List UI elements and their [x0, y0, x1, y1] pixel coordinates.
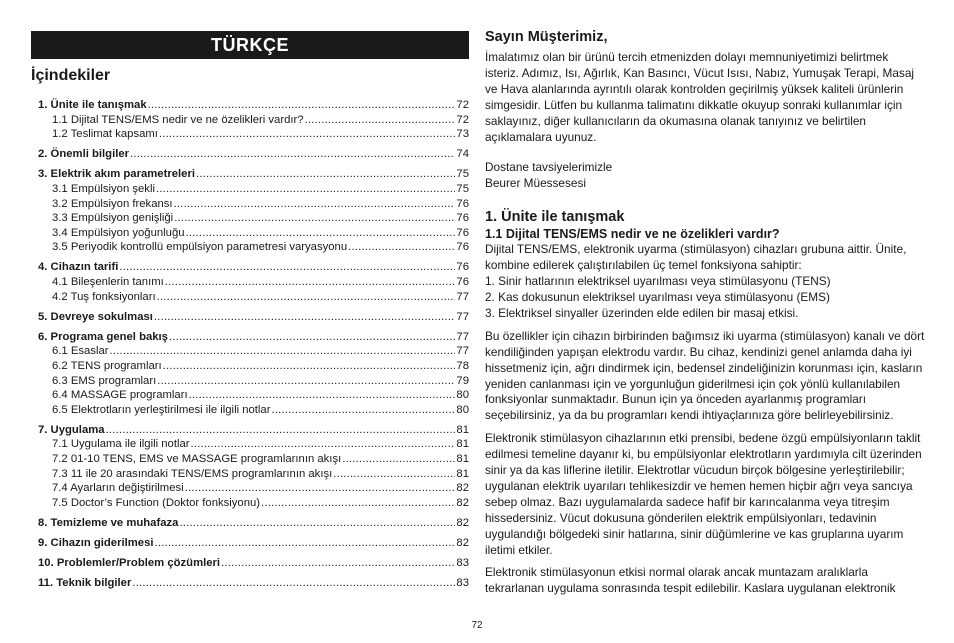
toc-page: 82	[456, 482, 469, 495]
toc-label: 3.5 Periyodik kontrollü empülsiyon parametresi varyasyonu	[52, 241, 348, 254]
toc-leader	[165, 275, 456, 290]
toc-page: 77	[456, 310, 469, 323]
table-of-contents	[38, 98, 469, 591]
toc-row[interactable]	[38, 516, 469, 531]
right-column	[485, 28, 925, 597]
toc-row[interactable]	[38, 98, 469, 113]
function-item: 2. Kas dokusunun elektriksel uyarılması veya stimülasyonu (EMS)	[485, 289, 830, 304]
toc-row[interactable]	[38, 452, 469, 467]
toc-row[interactable]	[38, 437, 469, 452]
toc-page: 80	[456, 403, 469, 416]
section-intro: Dijital TENS/EMS, elektronik uyarma (stimülasyon) cihazları grubuna aittir. Ünite, kombine edilerek çalıştırılabilen üç temel fonksiyona sahiptir:	[485, 242, 907, 273]
toc-label: 10. Problemler/Problem çözümleri	[38, 557, 221, 570]
toc-page: 76	[456, 276, 469, 289]
toc-label: 3.1 Empülsiyon şekli	[52, 182, 155, 195]
toc-leader	[163, 359, 456, 374]
toc-label: 2. Önemli bilgiler	[38, 148, 130, 161]
toc-row[interactable]	[38, 182, 469, 197]
toc-label: 1.2 Teslimat kapsamı	[52, 128, 158, 141]
toc-page: 75	[456, 182, 469, 195]
toc-leader	[130, 147, 455, 162]
toc-leader	[221, 556, 455, 571]
toc-page: 82	[456, 496, 469, 509]
toc-leader	[157, 290, 456, 305]
toc-label: 3.4 Empülsiyon yoğunluğu	[52, 226, 185, 239]
toc-page: 76	[456, 212, 469, 225]
toc-page: 72	[456, 99, 469, 111]
function-item: 1. Sinir hatlarının elektriksel uyarılması veya stimülasyonu (TENS)	[485, 274, 831, 289]
toc-leader	[132, 576, 455, 591]
toc-label: 7.1 Uygulama ile ilgili notlar	[52, 438, 190, 451]
toc-row[interactable]	[38, 576, 469, 591]
toc-row[interactable]	[38, 403, 469, 418]
toc-leader	[110, 344, 456, 359]
toc-label: 3. Elektrik akım parametreleri	[38, 168, 195, 181]
toc-leader	[333, 467, 455, 482]
toc-page: 81	[456, 453, 469, 466]
toc-label: 1. Ünite ile tanışmak	[38, 99, 147, 111]
toc-row[interactable]	[38, 359, 469, 374]
section-heading: 1. Ünite ile tanışmak	[485, 209, 625, 226]
toc-leader	[305, 113, 456, 128]
toc-leader	[342, 452, 455, 467]
toc-row[interactable]	[38, 310, 469, 325]
toc-page: 76	[456, 241, 469, 254]
toc-row[interactable]	[38, 127, 469, 142]
toc-label: 6. Programa genel bakış	[38, 330, 168, 343]
toc-page: 76	[456, 197, 469, 210]
toc-label: 7. Uygulama	[38, 423, 105, 436]
toc-leader	[196, 167, 455, 182]
toc-leader	[185, 481, 456, 496]
toc-row[interactable]	[38, 275, 469, 290]
toc-leader	[174, 197, 456, 212]
toc-row[interactable]	[38, 226, 469, 241]
toc-page: 72	[456, 113, 469, 126]
toc-page: 82	[456, 516, 469, 529]
toc-row[interactable]	[38, 536, 469, 551]
toc-row[interactable]	[38, 388, 469, 403]
toc-page: 83	[456, 557, 469, 570]
toc-leader	[169, 330, 455, 345]
toc-row[interactable]	[38, 240, 469, 255]
toc-page: 76	[456, 226, 469, 239]
body-paragraph: Elektronik stimülasyon cihazlarının etki prensibi, bedene özgü empülsiyonların taklit edilmesi temeline dayanır ki, bu empülsiyonlar elektrotların yardımıyla cilt üzerinden sinir ya da kas liflerine iletilir. Elektrotlar vücudun birçok bölgesine yerleştirilebilir; uygulanan elektrik uyarıları tehlikesizdir ve hemen hemen hiçbir ağrı veya sancıya sebep olmaz. Bazı uygulamalarda sadece hafif bir karıncalanma veya titreşim hissedersiniz. Vücut dokusuna gönderilen elektrik empülsiyonları, tedavinin uygulandığı bölgedeki sinir hatlarına, sinir düğümlerine ve kas gruplarına uyarım iletimi etkiler.	[485, 431, 922, 557]
toc-leader	[348, 240, 455, 255]
toc-row[interactable]	[38, 496, 469, 511]
toc-label: 6.4 MASSAGE programları	[52, 389, 188, 402]
toc-row[interactable]	[38, 260, 469, 275]
intro-paragraph: İmalatımız olan bir ürünü tercih etmenizden dolayı memnuniyetimizi belirtmek isteriz. Adımız, Isı, Ağırlık, Kan Basıncı, Vücut Isısı, Nabız, Yumuşak Terapi, Masaj ve Hava alanlarında ayrıntılı olarak kontrolden geçirilmiş yüksek kaliteli ürünlerin simgesidir. Lütfen bu kullanma talimatını dikkatle okuyup sonraki kullanımlar için saklayınız, diğer kullanıcıların da okumasına olanak tanıyınız ve belirtilen açıklamalara uyunuz.	[485, 50, 915, 144]
toc-title: İçindekiler	[31, 67, 111, 84]
toc-page: 81	[456, 467, 469, 480]
toc-label: 4. Cihazın tarifi	[38, 261, 119, 274]
toc-row[interactable]	[38, 211, 469, 226]
toc-leader	[186, 226, 456, 241]
toc-row[interactable]	[38, 197, 469, 212]
toc-leader	[155, 536, 456, 551]
toc-row[interactable]	[38, 344, 469, 359]
toc-page: 76	[456, 261, 469, 274]
subsection-heading: 1.1 Dijital TENS/EMS nedir ve ne özelikleri vardır?	[485, 227, 780, 242]
toc-leader	[271, 403, 455, 418]
toc-leader	[106, 423, 456, 438]
toc-leader	[189, 388, 456, 403]
toc-page: 78	[456, 360, 469, 372]
toc-row[interactable]	[38, 147, 469, 162]
toc-page: 77	[456, 330, 469, 343]
toc-leader	[154, 310, 456, 325]
toc-leader	[174, 211, 455, 226]
toc-label: 7.5 Doctor’s Function (Doktor fonksiyonu)	[52, 496, 261, 509]
toc-label: 4.1 Bileşenlerin tanımı	[52, 276, 164, 289]
toc-label: 8. Temizleme ve muhafaza	[38, 516, 179, 529]
regards-line: Dostane tavsiyelerimizle	[485, 160, 613, 175]
toc-row[interactable]	[38, 467, 469, 482]
toc-page: 81	[456, 438, 469, 451]
toc-label: 9. Cihazın giderilmesi	[38, 537, 154, 550]
page-number: 72	[471, 620, 483, 631]
toc-label: 3.3 Empülsiyon genişliği	[52, 212, 174, 225]
toc-label: 7.2 01-10 TENS, EMS ve MASSAGE programlarının akışı	[52, 453, 342, 466]
toc-page: 82	[456, 537, 469, 550]
toc-page: 74	[456, 148, 469, 161]
toc-label: 7.3 11 ile 20 arasındaki TENS/EMS programlarının akışı	[52, 467, 333, 480]
toc-label: 4.2 Tuş fonksiyonları	[52, 290, 156, 303]
toc-leader	[261, 496, 455, 511]
toc-row[interactable]	[38, 113, 469, 128]
toc-page: 81	[456, 423, 469, 436]
toc-page: 73	[456, 128, 469, 141]
toc-page: 75	[456, 168, 469, 181]
toc-leader	[179, 516, 455, 531]
toc-label: 6.1 Esaslar	[52, 345, 109, 358]
toc-label: 11. Teknik bilgiler	[38, 577, 132, 590]
toc-leader	[159, 127, 456, 142]
greeting-heading: Sayın Müşterimiz,	[485, 29, 608, 45]
toc-row[interactable]	[38, 423, 469, 438]
toc-label: 6.5 Elektrotların yerleştirilmesi ile ilgili notlar	[52, 403, 271, 416]
toc-row[interactable]	[38, 556, 469, 571]
toc-row[interactable]	[38, 290, 469, 305]
function-item: 3. Elektriksel sinyaller üzerinden elde edilen bir masaj etkisi.	[485, 305, 799, 320]
toc-page: 80	[456, 389, 469, 402]
toc-row[interactable]	[38, 167, 469, 182]
toc-label: 7.4 Ayarların değiştirilmesi	[52, 482, 184, 495]
toc-leader	[148, 98, 456, 113]
toc-label: 3.2 Empülsiyon frekansı	[52, 197, 173, 210]
body-paragraph: Elektronik stimülasyonun etkisi normal olarak ancak muntazam aralıklarla tekrarlanan uygulama sonrasında tespit edilebilir. Kaslara uygulanan elektronik	[485, 565, 896, 596]
toc-label: 5. Devreye sokulması	[38, 310, 153, 323]
toc-label: 6.2 TENS programları	[52, 360, 162, 372]
language-banner: TÜRKÇE	[31, 31, 469, 59]
toc-page: 83	[456, 577, 469, 590]
toc-leader	[156, 182, 455, 197]
toc-page: 77	[456, 290, 469, 303]
toc-label: 1.1 Dijital TENS/EMS nedir ve ne özelikleri vardır?	[52, 113, 304, 126]
toc-page: 77	[456, 345, 469, 358]
toc-row[interactable]	[38, 374, 469, 389]
company-line: Beurer Müessesesi	[485, 176, 586, 191]
toc-page: 79	[456, 374, 469, 387]
toc-row[interactable]	[38, 330, 469, 345]
toc-row[interactable]	[38, 481, 469, 496]
toc-leader	[157, 374, 455, 389]
toc-label: 6.3 EMS programları	[52, 374, 157, 387]
toc-leader	[191, 437, 456, 452]
body-paragraph: Bu özellikler için cihazın birbirinden bağımsız iki uyarma (stimülasyon) kanalı ve dört kendiliğinden yapışan elektrodu vardır. Bu cihaz, kendinizi genel anlamda daha iyi hissetmeniz için, ağrı dindirmek için, bedensel zindeliğinizin korunması için, kasların yeniden canlanması için ve yorgunluğun giderilmesi için çok yönlü kullanılabilen fonksiyonlar sunmaktadır. Bunun için ya önceden ayarlanmış programları seçebilirsiniz, ya da bu programları kendi ihtiyaçlarınıza göre belirleyebilirsiniz.	[485, 328, 925, 423]
toc-leader	[119, 260, 455, 275]
